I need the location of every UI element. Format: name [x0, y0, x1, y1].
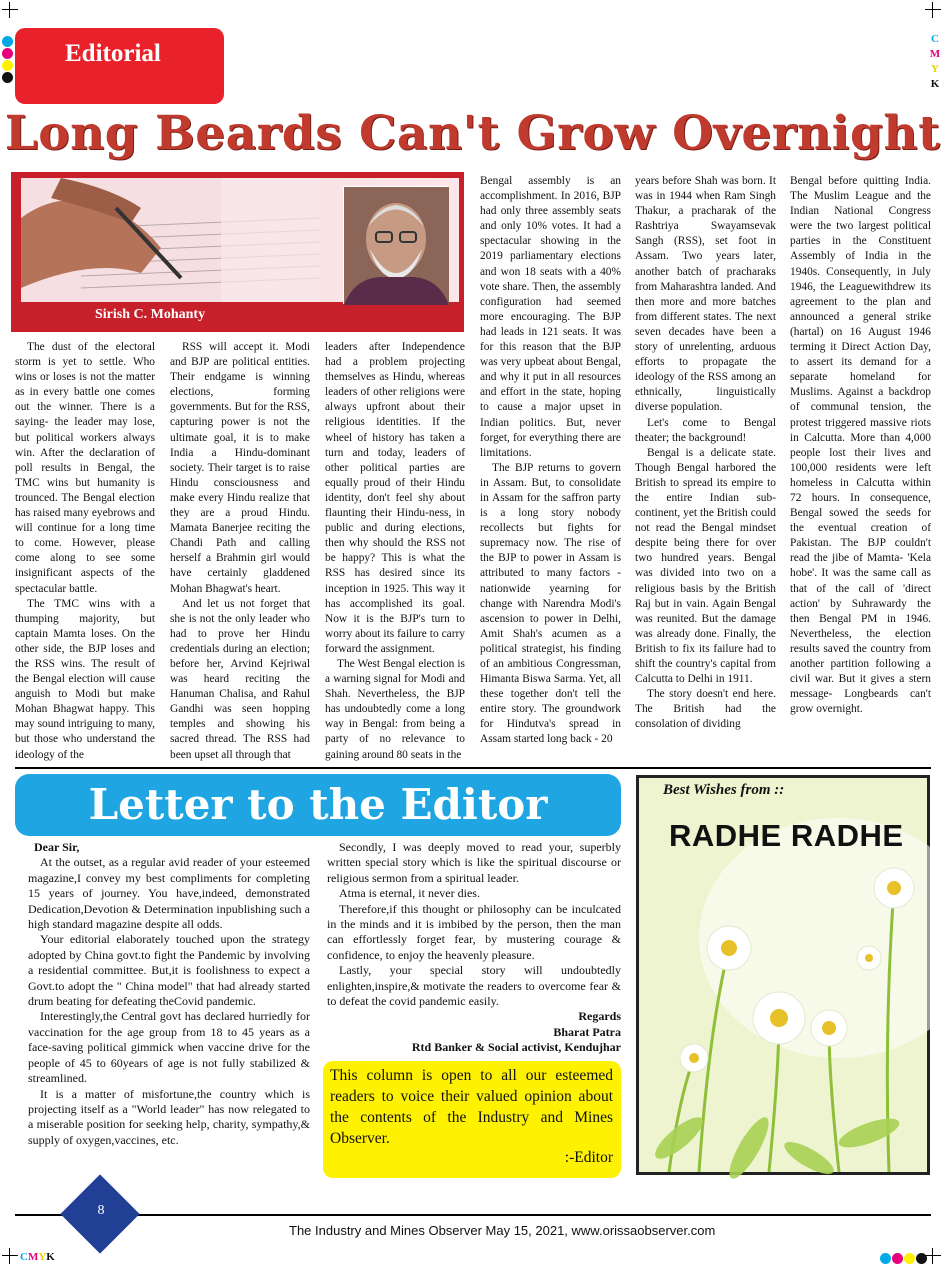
photo-banner — [21, 178, 459, 302]
paragraph: leaders after Independence had a problem projecting themselves as Hindu, whereas leaders of other religions were always upfront about their religious identities. If the wheel of history has taken a turn and today, leaders of other political parties are equally proud of their Hindu identity, don't feel shy about flaunting their Hindu-ness, in public and during elections, then why should the RSS not be happy? This is what the RSS has desired since its inception in 1925. This way it has accomplished its goal. Now it is the BJP's turn to worry about its failure to carry forward the assignment. — [325, 341, 465, 655]
yellow-dot — [2, 60, 13, 71]
author-portrait — [343, 186, 448, 304]
paragraph: Atma is eternal, it never dies. — [339, 886, 480, 901]
footer-rule — [15, 1214, 931, 1216]
section-tag — [15, 28, 224, 104]
page-number: 8 — [97, 1203, 105, 1218]
paragraph: The West Bengal election is a warning signal for Modi and Shah. Nevertheless, the BJP has undoubtedly come a long way in Bengal: from being a party of no relevance to gaining around 80 seats in the — [325, 657, 465, 761]
yellow-dot — [904, 1253, 915, 1264]
letter-signoff: Regards — [578, 1009, 621, 1024]
magenta-dot — [892, 1253, 903, 1264]
author-photo-box — [11, 172, 464, 332]
letter-left-column — [28, 840, 310, 1176]
headline: Long Beards Can't Grow Overnight — [4, 106, 941, 161]
paragraph: The dust of the electoral storm is yet to settle. Who wins or loses is not the matter as in every battle one comes out the winner. There is a saying- the leader may lose, but political workers always win. After the declaration of poll results in Bengal, the TMC wins but humanity is trounced. The Bengal election has raised many eyebrows and will continue for a long time to come. However, please come along to see some insignificant aspects of the spectacular battle. — [15, 341, 155, 595]
ad-greeting: Best Wishes from :: — [663, 782, 785, 798]
editorial-column-2 — [170, 340, 310, 761]
paragraph: It is a matter of misfortune,the country which is projecting itself as a "World leader" has now relegated to a miserable position for seeking help, charity, sympathy,& supply of oxygen,vaccines, etc. — [28, 1086, 310, 1147]
notice-signature: :-Editor — [564, 1149, 613, 1166]
author-portrait-image — [344, 187, 449, 305]
paragraph: The BJP returns to govern in Assam. But, to consolidate in Assam for the saffron party is a long story nobody recollects but fights for supremacy now. The rise of the BJP to power in Assam is attributed to many factors - nationwide yearning for change with Narendra Modi's ascension to power in Delhi, Amit Shah's acumen as a political strategist, his finding of an ambitious Congressman, Himanta Biswa Sarma. Yet, all these together don't tell the entire story. The groundwork for Hindutva's spread in Assam started long back - 20 — [480, 461, 621, 746]
letter-banner-title: Letter to the Editor — [88, 780, 548, 829]
paragraph: Your editorial elaborately touched upon the strategy adopted by China govt.to fight the Pandemic by involving a residential committee. But,it is foolishness to expect a Govt.to adopt the " China model" that had already started drum beating for defeating theCovid pandemic. — [28, 932, 310, 1009]
paragraph: Interestingly,the Central govt has declared hurriedly for vaccination for the age group from 18 to 45 years as a face-saving political gimmick when vaccine drive for the people of 45 to 60years of age is not fully stabilized & streamlined. — [28, 1009, 310, 1086]
cmyk-strip-horizontal: CMYK — [20, 1251, 55, 1263]
paragraph: Bengal before quitting India. The Muslim League and the Indian National Congress were the two largest political parties in the Constituent Assembly of India in the 1940s. Consequently, in July 1946, the Leaguewithdrew its agreement to the plan and announced a general strike (hartal) on 16 August 1946 terming it Direct Action Day, to assert its demand for a separate homeland for Muslims. Against a backdrop of communal tension, the protest triggered massive riots in Calcutta. More than 4,000 people lost their lives and 100,000 residents were left homeless in Calcutta within 72 hours. In consequence, Bengal sowed the seeds for the eventual creation of Pakistan. The BJP couldn't read the jibe of Mamta- 'Kela hobe'. It was the same call as that of the call of 'direct action' by Suhrawardy the then Bengal PM in 1946. Nevertheless, the election results saved the country from another partition following a civil war. But it gives a stern message- Longbeards can't grow overnight. — [790, 175, 931, 716]
letter-signer-title: Rtd Banker & Social activist, Kendujhar — [411, 1040, 621, 1055]
footer-text: The Industry and Mines Observer May 15, 2021, www.orissaobserver.com — [289, 1223, 716, 1238]
registration-mark — [2, 1248, 18, 1264]
letter-salutation: Dear Sir, — [34, 840, 80, 854]
letter-banner — [15, 774, 621, 836]
black-dot — [2, 72, 13, 83]
paragraph: At the outset, as a regular avid reader of your esteemed magazine,I convey my best compliments for completing 15 years of journey. You have,indeed, demonstrated Dedication,Devotion & Determination inpublishing such a high standard magazine despite all odds. — [28, 855, 310, 932]
black-dot — [916, 1253, 927, 1264]
magenta-dot — [2, 48, 13, 59]
author-name: Sirish C. Mohanty — [95, 307, 206, 322]
cmyk-strip-vertical: C M Y K — [929, 33, 941, 90]
paragraph: Lastly, your special story will undoubtedly enlighten,inspire,& motivate the readers to overcome fear & to defeat the covid pandemic easily. — [327, 963, 621, 1009]
editorial-column-4 — [480, 174, 621, 746]
paragraph: The TMC wins with a thumping majority, but captain Mamta loses. On the other side, the BJP loses and the RSS wins. The result of the Bengal election will cause anguish to Modi but make Mohan Bhagwat happy. This may sound intriguing to many, but those who understand the ideology of the — [15, 597, 155, 761]
letter-signer: Bharat Patra — [553, 1024, 621, 1039]
notice-box — [323, 1061, 621, 1178]
paragraph: Bengal is a delicate state. Though Bengal harbored the British to spread its empire to the entire Indian sub-continent, yet the British could not read the Bengal mindset despite being there for over two hundred years. Bengal was divided into two on a religious basis by the British Raj but in vain. Again Bengal was reunited. But the damage was already done. Finally, the British to fix its failure had to shift the country's capital from Calcutta to Delhi in 1911. — [635, 446, 776, 686]
editorial-column-3 — [325, 340, 465, 761]
paragraph: years before Shah was born. It was in 1944 when Ram Singh Thakur, a pracharak of the Rashtriya Swayamsevak Sangh (RSS), set foot in Assam. Two years later, another batch of pracharaks from Maharashtra landed. And then more and more batches from different states. The next seven decades have been a story of unrelenting, arduous efforts to propagate the ideology of the RSS among an ethnically, linguistically diverse population. — [635, 175, 776, 414]
ad-sponsor-name: RADHE RADHE — [669, 818, 904, 853]
editorial-column-5 — [635, 174, 776, 736]
section-tag-label: Editorial — [65, 40, 161, 67]
writing-hand-image — [21, 178, 321, 302]
section-divider — [15, 767, 931, 769]
registration-mark — [925, 1248, 941, 1264]
letter-right-column — [327, 840, 621, 1058]
editorial-column-6 — [790, 174, 931, 736]
paragraph: Therefore,if this thought or philosophy can be inculcated in the minds and it is imbibed by the person, then the man can effortlessly forget fear, by mustering courage & confidence, to enjoy the heavenly pleasure. — [327, 901, 621, 962]
paragraph: And let us not forget that she is not the only leader who had to prove her Hindu credentials during an election; before her, Arvind Kejriwal was heard reciting the Hanuman Chalisa, and Rahul Gandhi was seen hopping temples and showing his sacred thread. The RSS had been upset all through that — [170, 597, 310, 761]
editorial-column-1 — [15, 340, 155, 761]
paragraph: The story doesn't end here. The British had the consolation of dividing — [635, 688, 776, 731]
paragraph: Let's come to Bengal theater; the background! — [635, 416, 776, 444]
paragraph: Secondly, I was deeply moved to read your, superbly written special story which is like the spiritual discourse or religious sermon from a spiritual leader. — [327, 840, 621, 885]
registration-mark — [925, 2, 941, 18]
paragraph: RSS will accept it. Modi and BJP are political entities. Their endgame is winning elections, forming governments. But for the RSS, capturing power is not the ultimate goal, it is to make India a Hindu-dominant society. Their target is to raise Hindu consciousness and make every Hindu realize that they are a proud Hindu. Mamata Banerjee reciting the Chandi Path and calling herself a Brahmin girl would have certainly gladdened Mohan Bhagwat's heart. — [170, 341, 310, 595]
cyan-dot — [2, 36, 13, 47]
advertisement — [636, 775, 930, 1175]
notice-text: This column is open to all our esteemed readers to voice their valued opinion about the contents of the Industry and Mines Observer. — [330, 1067, 613, 1147]
paragraph: Bengal assembly is an accomplishment. In 2016, BJP had only three assembly seats and only 10% votes. It had a spectacular showing in the 2019 parliamentary elections and won 18 seats with a 40% vote share. Then, the assembly configuration had seemed more encouraging. The BJP had leads in 121 seats. It was for this reason that the BJP was very upbeat about Bengal, and why it put in all resources and effort in the state, hoping to cause a major upset in Indian politics. But, never forget, for everything there are limitations. — [480, 175, 621, 459]
cyan-dot — [880, 1253, 891, 1264]
registration-mark — [2, 2, 18, 18]
